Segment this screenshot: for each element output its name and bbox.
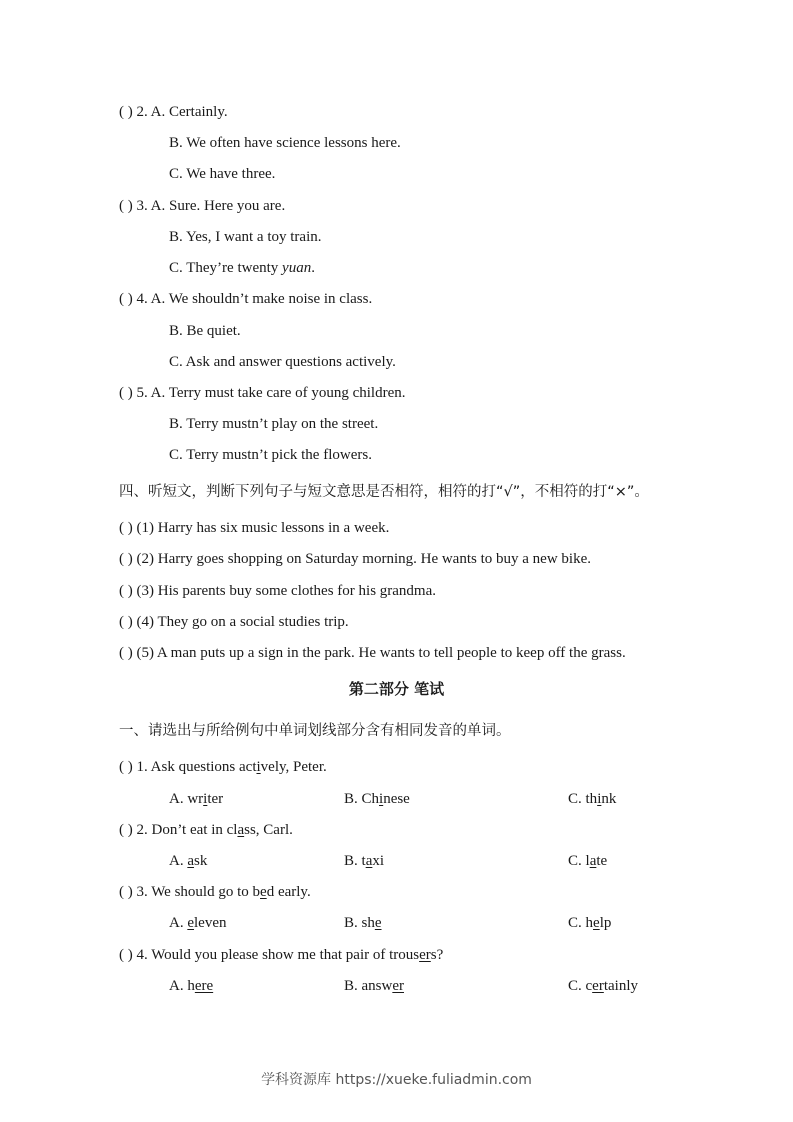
written-q3-option-b: B. she xyxy=(344,915,382,931)
question-3-option-b: B. Yes, I want a toy train. xyxy=(169,229,322,245)
question-2-option-c: C. We have three. xyxy=(169,166,276,182)
question-4-option-c: C. Ask and answer questions actively. xyxy=(169,354,396,370)
question-2-option-b: B. We often have science lessons here. xyxy=(169,135,401,151)
written-question-2: ( ) 2. Don’t eat in class, Carl. xyxy=(119,822,293,838)
written-q2-option-b: B. taxi xyxy=(344,853,385,869)
question-2-stem: ( ) 2. A. Certainly. xyxy=(119,104,228,120)
written-q1-option-a: A. writer xyxy=(169,791,224,807)
written-q2-option-a: A. ask xyxy=(169,853,208,869)
written-heading: 一、请选出与所给例句中单词划线部分含有相同发音的单词。 xyxy=(119,723,511,739)
question-4-option-b: B. Be quiet. xyxy=(169,323,241,339)
question-5-option-c: C. Terry mustn’t pick the flowers. xyxy=(169,447,372,463)
written-q3-option-a: A. eleven xyxy=(169,915,227,931)
judge-item-4: ( ) (4) They go on a social studies trip. xyxy=(119,614,349,630)
judge-item-3: ( ) (3) His parents buy some clothes for his grandma. xyxy=(119,583,437,599)
written-q1-option-c: C. think xyxy=(568,791,617,807)
question-3-option-c: C. They’re twenty yuan. xyxy=(169,260,315,276)
written-q4-option-a: A. here xyxy=(169,978,214,994)
written-q2-option-c: C. late xyxy=(568,853,608,869)
question-3-stem: ( ) 3. A. Sure. Here you are. xyxy=(119,198,286,214)
written-q4-option-b: B. answer xyxy=(344,978,404,994)
question-5-option-b: B. Terry mustn’t play on the street. xyxy=(169,416,379,432)
question-4-stem: ( ) 4. A. We shouldn’t make noise in class. xyxy=(119,291,373,307)
written-question-4: ( ) 4. Would you please show me that pair of trousers? xyxy=(119,947,444,963)
footer-watermark: 学科资源库 https://xueke.fuliadmin.com xyxy=(261,1072,532,1088)
written-q4-option-c: C. certainly xyxy=(568,978,638,994)
section-title: 第二部分 笔试 xyxy=(348,680,445,698)
section-4-heading: 四、听短文，判断下列句子与短文意思是否相符，相符的打“√”，不相符的打“×”。 xyxy=(119,484,649,500)
judge-item-2: ( ) (2) Harry goes shopping on Saturday morning. He wants to buy a new bike. xyxy=(119,551,591,567)
written-question-1: ( ) 1. Ask questions actively, Peter. xyxy=(119,759,327,775)
written-q3-option-c: C. help xyxy=(568,915,612,931)
question-5-stem: ( ) 5. A. Terry must take care of young children. xyxy=(119,385,406,401)
written-question-3: ( ) 3. We should go to bed early. xyxy=(119,884,311,900)
judge-item-1: ( ) (1) Harry has six music lessons in a week. xyxy=(119,520,390,536)
written-q1-option-b: B. Chinese xyxy=(344,791,410,807)
judge-item-5: ( ) (5) A man puts up a sign in the park. He wants to tell people to keep off the grass. xyxy=(119,645,626,661)
